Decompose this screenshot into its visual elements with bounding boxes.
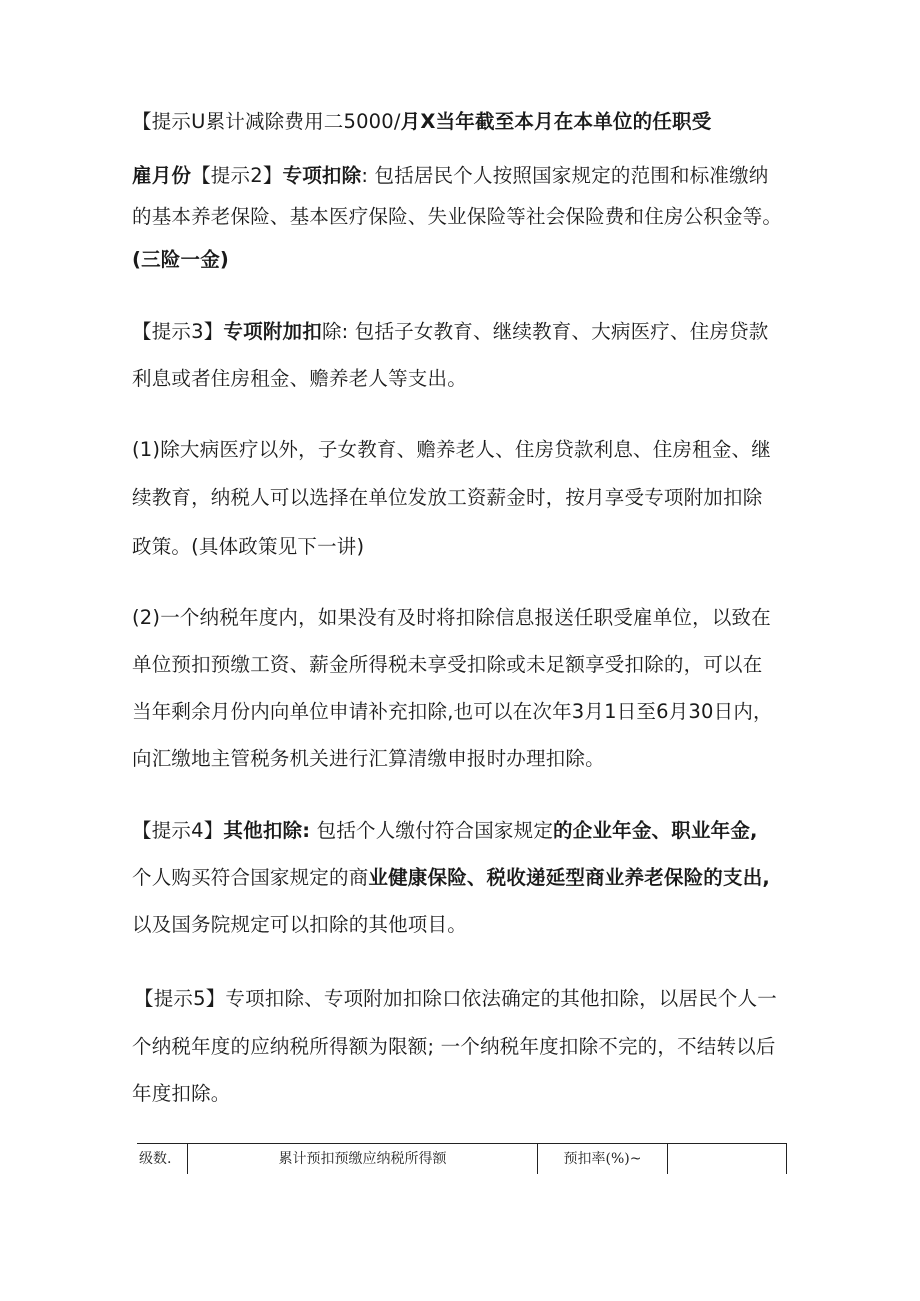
item2-line4: 向汇缴地主管税务机关进行汇算清缴申报时办理扣除。 (132, 747, 605, 770)
tax-rate-table-header (137, 1143, 787, 1174)
table-header-cell-deduction (667, 1144, 787, 1174)
table-header-cell-rate: 预扣率(%)~ (537, 1144, 667, 1174)
tip2-bold-b: 专项扣除 (282, 164, 362, 187)
table-header-level-text: 级数. (139, 1151, 172, 1167)
table-header-cell-level (137, 1144, 187, 1174)
tip4-bold-b: 的企业年金、职业年金, (553, 819, 758, 842)
tip4-line1 (132, 817, 758, 845)
item2-line2: 单位预扣预缴工资、薪金所得税未享受扣除或未足额享受扣除的，可以在 (132, 653, 763, 676)
item2-line1: (2)一个纳税年度内，如果没有及时将扣除信息报送任职受雇单位，以致在 (132, 606, 771, 629)
tip1-text: 【提示U累计减除费用二5000/ (132, 110, 401, 133)
tip2-text-b: : 包括居民个人按照国家规定的范围和标准缴纳 (361, 164, 769, 187)
tip1-bold: 月X当年截至本月在本单位的任职受 (400, 110, 712, 133)
tip5-line1: 【提示5】专项扣除、专项附加扣除口依法确定的其他扣除，以居民个人一 (134, 987, 778, 1010)
tip3-text-b: 除: 包括子女教育、继续教育、大病医疗、住房贷款 (321, 320, 769, 343)
tip5-line2: 个纳税年度的应纳税所得额为限额; 一个纳税年度扣除不完的，不结转以后 (132, 1035, 776, 1058)
tip3-line1 (132, 318, 769, 346)
tip4-text-a: 【提示4】 (132, 819, 224, 842)
item1-line1: (1)除大病医疗以外，子女教育、赡养老人、住房贷款利息、住房租金、继 (132, 438, 771, 461)
table-header-cell-income: 累计预扣预缴应纳税所得额 (187, 1144, 537, 1174)
tip2-text-a: 【提示2】 (191, 164, 283, 187)
tip3-line2: 利息或者住房租金、赡养老人等支出。 (132, 367, 467, 390)
tip2-bold-a: 雇月份 (132, 164, 192, 187)
tip4-bold-a: 其他扣除: (223, 819, 311, 842)
tip3-text-a: 【提示3】 (132, 320, 224, 343)
tip1-line1 (132, 108, 711, 136)
tip4-line2-text: 个人购买符合国家规定的商 (132, 866, 369, 889)
tip4-line2-bold: 业健康保险、税收递延型商业养老保险的支出, (368, 866, 771, 889)
tip2-line2: 的基本养老保险、基本医疗保险、失业保险等社会保险费和住房公积金等。 (132, 205, 783, 228)
tip2-line1 (132, 162, 769, 190)
tip3-bold: 专项附加扣 (223, 320, 322, 343)
item1-line2: 续教育，纳税人可以选择在单位发放工资薪金时，按月享受专项附加扣除 (132, 486, 763, 509)
item1-line3: 政策。(具体政策见下一讲) (132, 535, 365, 558)
tip5-line3: 年度扣除。 (132, 1082, 231, 1105)
tip2-line3: (三险一金) (132, 248, 230, 271)
tip4-line2 (132, 864, 770, 892)
tip4-line3: 以及国务院规定可以扣除的其他项目。 (132, 913, 467, 936)
item2-line3: 当年剩余月份内向单位申请补充扣除,也可以在次年3月1日至6月30日内， (132, 700, 773, 723)
tip4-text-b: 包括个人缴付符合国家规定 (310, 819, 554, 842)
